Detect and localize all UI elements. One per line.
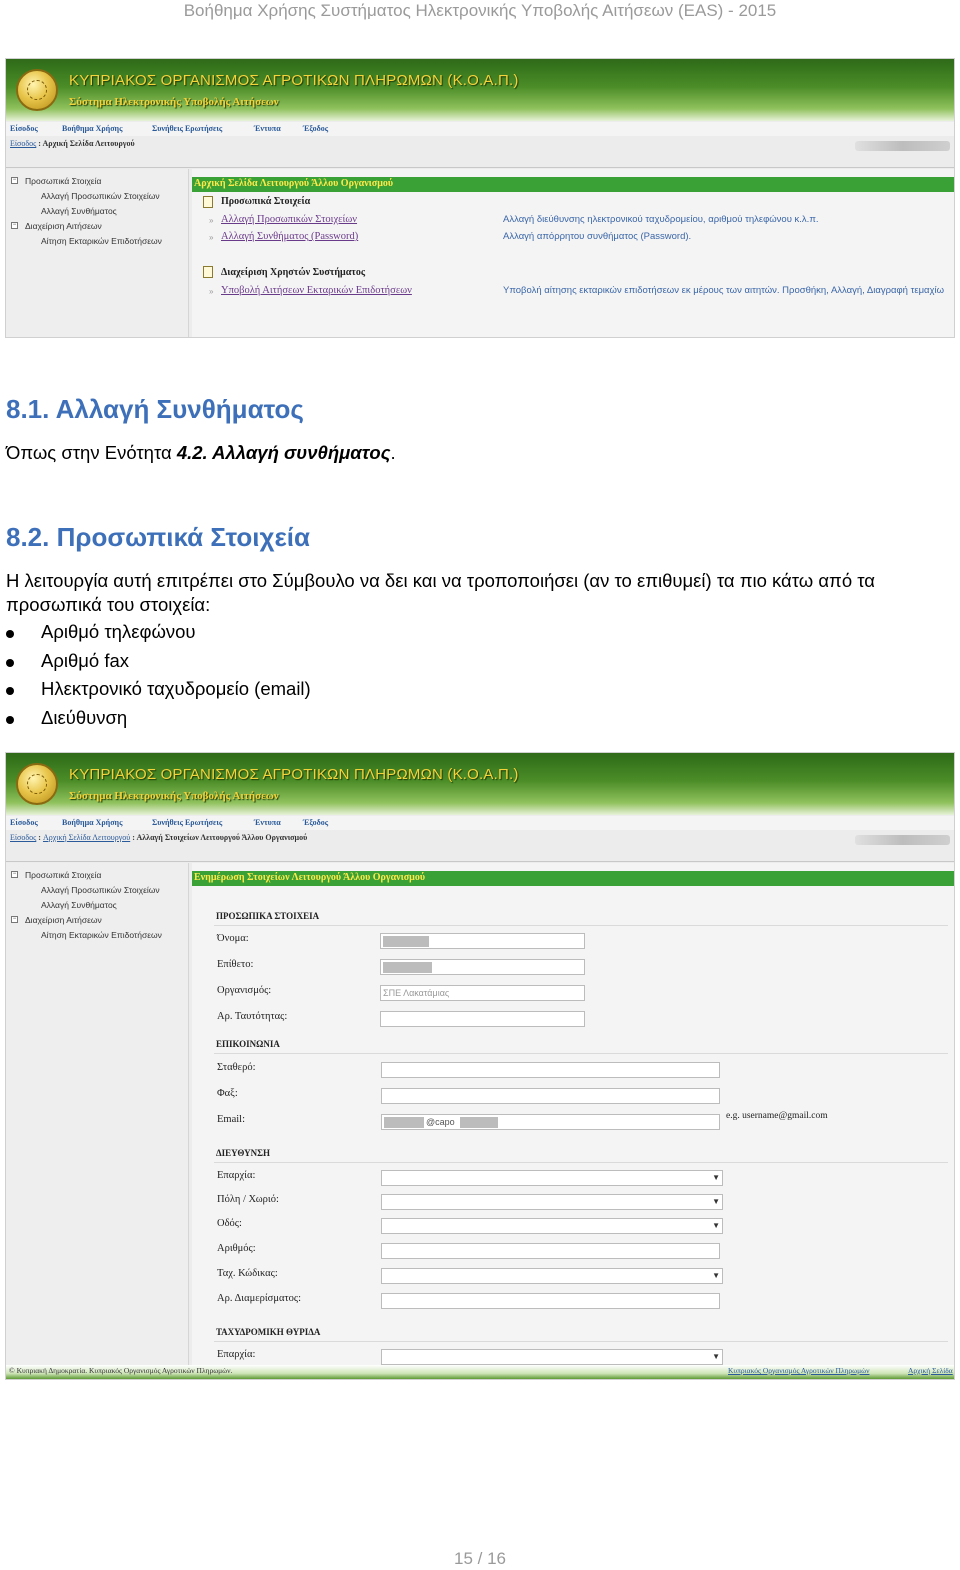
portal-org-name: ΚΥΠΡΙΑΚΟΣ ΟΡΓΑΝΙΣΜΟΣ ΑΓΡΟΤΙΚΩΝ ΠΛΗΡΩΜΩΝ (Κ.Ο.Α.Π.) — [69, 72, 519, 89]
koap-logo-icon — [16, 763, 58, 805]
list-item: Ηλεκτρονικό ταχυδρομείο (email) — [6, 678, 906, 707]
list-item: Αριθμό fax — [6, 650, 906, 679]
postcode-select[interactable] — [381, 1268, 723, 1284]
page-number: 15 / 16 — [454, 1549, 506, 1568]
screenshot-home-page — [5, 58, 955, 338]
section-contact: ΕΠΙΚΟΙΝΩΝΙΑ — [216, 1039, 280, 1049]
menu-logout[interactable]: Έξοδος — [303, 124, 329, 133]
list-item: Αριθμό τηλεφώνου — [6, 621, 906, 650]
menu-faq[interactable]: Συνήθεις Ερωτήσεις — [152, 818, 223, 827]
redacted-value — [383, 936, 429, 947]
email-hint: e.g. username@gmail.com — [726, 1111, 828, 1121]
organisation-field[interactable]: ΣΠΕ Λακατάμιας — [380, 985, 585, 1001]
section-user-management: Διαχείριση Χρηστών Συστήματος — [221, 267, 366, 278]
phone-field[interactable] — [381, 1062, 720, 1078]
menu-logout[interactable]: Έξοδος — [303, 818, 329, 827]
section-personal-details: Προσωπικά Στοιχεία — [221, 196, 311, 207]
divider — [214, 1341, 948, 1342]
footer-copyright: © Κυπριακή Δημοκρατία. Κυπριακός Οργανισμός Αγροτικών Πληρωμών. — [9, 1366, 233, 1375]
screenshot-personal-details-form — [5, 752, 955, 1380]
bullet-icon — [6, 630, 14, 638]
sidebar-item-change-password[interactable]: Αλλαγή Συνθήματος — [41, 206, 117, 216]
sidebar-item-subsidy-application[interactable]: Αίτηση Εκταρικών Επιδοτήσεων — [41, 930, 162, 940]
label-id-number: Αρ. Ταυτότητας: — [217, 1011, 288, 1022]
number-field[interactable] — [381, 1243, 720, 1259]
breadcrumb: Είσοδος : Αρχική Σελίδα Λειτουργού — [10, 139, 135, 148]
arrow-icon: » — [209, 233, 214, 242]
chevron-down-icon: ▼ — [712, 1352, 720, 1361]
label-postcode: Ταχ. Κώδικας: — [217, 1268, 278, 1279]
portal-menu — [6, 122, 954, 136]
sidebar — [6, 863, 189, 1379]
divider — [214, 1053, 948, 1054]
heading-8-1: 8.1. Αλλαγή Συνθήματος — [6, 394, 304, 424]
breadcrumb-login[interactable]: Είσοδος — [10, 139, 37, 148]
label-phone: Σταθερό: — [217, 1062, 256, 1073]
footer-link-home[interactable]: Αρχική Σελίδα — [908, 1366, 953, 1375]
link-change-details[interactable]: Αλλαγή Προσωπικών Στοιχείων — [221, 214, 358, 225]
breadcrumb-current: Αρχική Σελίδα Λειτουργού — [42, 139, 135, 148]
id-number-field[interactable] — [380, 1011, 585, 1027]
portal-menu — [6, 816, 954, 830]
bullet-icon — [6, 687, 14, 695]
street-select[interactable] — [381, 1218, 723, 1234]
desc-subsidy-applications: Υποβολή αίτησης εκταρικών επιδοτήσεων εκ μέρους των αιτητών. Προσθήκη, Αλλαγή, Διαγραφή τεμαχίω — [503, 285, 945, 296]
city-select[interactable] — [381, 1194, 723, 1210]
district-select[interactable] — [381, 1170, 723, 1186]
desc-change-password: Αλλαγή απόρρητου συνθήματος (Password). — [503, 231, 692, 242]
surname-field[interactable] — [380, 959, 585, 975]
bullet-list — [6, 621, 906, 735]
list-item: Διεύθυνση — [6, 707, 906, 736]
chevron-down-icon: ▼ — [712, 1221, 720, 1230]
fax-field[interactable] — [381, 1088, 720, 1104]
menu-login[interactable]: Είσοδος — [10, 124, 38, 133]
label-number: Αριθμός: — [217, 1243, 256, 1254]
label-street: Οδός: — [217, 1218, 242, 1229]
sidebar-group-personal[interactable]: Προσωπικά Στοιχεία — [25, 176, 102, 186]
heading-8-2: 8.2. Προσωπικά Στοιχεία — [6, 522, 310, 552]
sidebar-item-subsidy-application[interactable]: Αίτηση Εκταρικών Επιδοτήσεων — [41, 236, 162, 246]
desc-change-details: Αλλαγή διεύθυνσης ηλεκτρονικού ταχυδρομείου, αριθμού τηλεφώνου κ.λ.π. — [503, 214, 819, 225]
sidebar-item-change-details[interactable]: Αλλαγή Προσωπικών Στοιχείων — [41, 885, 160, 895]
sidebar-group-applications[interactable]: Διαχείριση Αιτήσεων — [25, 915, 102, 925]
portal-org-name: ΚΥΠΡΙΑΚΟΣ ΟΡΓΑΝΙΣΜΟΣ ΑΓΡΟΤΙΚΩΝ ΠΛΗΡΩΜΩΝ (Κ.Ο.Α.Π.) — [69, 766, 519, 783]
portal-system-name: Σύστημα Ηλεκτρονικής Υποβολής Αιτήσεων — [69, 96, 279, 108]
label-email: Email: — [217, 1114, 245, 1125]
sidebar-group-applications[interactable]: Διαχείριση Αιτήσεων — [25, 221, 102, 231]
paragraph-8-1: Όπως στην Ενότητα 4.2. Αλλαγή συνθήματος. — [6, 442, 396, 463]
bullet-icon — [6, 716, 14, 724]
breadcrumb-login[interactable]: Είσοδος — [10, 833, 37, 842]
menu-login[interactable]: Είσοδος — [10, 818, 38, 827]
label-fax: Φαξ: — [217, 1088, 238, 1099]
breadcrumb-current: Αλλαγή Στοιχείων Λειτουργού Άλλου Οργανισμού — [136, 833, 308, 842]
link-change-password[interactable]: Αλλαγή Συνθήματος (Password) — [221, 231, 359, 242]
section-reference: 4.2. Αλλαγή συνθήματος — [176, 442, 391, 463]
breadcrumb-home[interactable]: Αρχική Σελίδα Λειτουργού — [42, 833, 131, 842]
label-pobox-district: Επαρχία: — [217, 1349, 256, 1360]
pobox-district-select[interactable] — [381, 1349, 723, 1365]
main-content — [192, 863, 954, 1379]
collapse-icon[interactable]: − — [12, 871, 17, 877]
sidebar-group-personal[interactable]: Προσωπικά Στοιχεία — [25, 870, 102, 880]
label-apartment: Αρ. Διαμερίσματος: — [217, 1293, 302, 1304]
redacted-user-name — [855, 141, 950, 151]
section-po-box: ΤΑΧΥΔΡΟΜΙΚΗ ΘΥΡΙΔΑ — [216, 1327, 321, 1337]
menu-forms[interactable]: Έντυπα — [254, 124, 281, 133]
redacted-value — [384, 1117, 424, 1128]
chevron-down-icon: ▼ — [712, 1173, 720, 1182]
collapse-icon[interactable]: − — [12, 916, 17, 922]
footer-link-koap[interactable]: Κυπριακός Οργανισμός Αγροτικών Πληρωμών — [728, 1366, 870, 1375]
label-name: Όνομα: — [217, 933, 249, 944]
redacted-user-name — [855, 835, 950, 845]
document-icon — [203, 266, 213, 278]
breadcrumb: Είσοδος : Αρχική Σελίδα Λειτουργού : Αλλαγή Στοιχείων Λειτουργού Άλλου Οργανισμού — [10, 833, 308, 842]
running-header: Βοήθημα Χρήσης Συστήματος Ηλεκτρονικής Υποβολής Αιτήσεων (EAS) - 2015 — [183, 1, 777, 20]
section-personal: ΠΡΟΣΩΠΙΚΑ ΣΤΟΙΧΕΙΑ — [216, 911, 320, 921]
chevron-down-icon: ▼ — [712, 1197, 720, 1206]
divider — [214, 1162, 948, 1163]
arrow-icon: » — [209, 287, 214, 296]
label-surname: Επίθετο: — [217, 959, 254, 970]
page-title-bar: Ενημέρωση Στοιχείων Λειτουργού Άλλου Οργανισμού — [192, 871, 954, 886]
portal-system-name: Σύστημα Ηλεκτρονικής Υποβολής Αιτήσεων — [69, 790, 279, 802]
email-field[interactable]: @capo — [381, 1114, 720, 1130]
portal-banner — [6, 59, 954, 121]
redacted-value — [383, 962, 432, 973]
paragraph-8-2: Η λειτουργία αυτή επιτρέπει στο Σύμβουλο να δει και να τροποποιήσει (αν το επιθυμεί) τα πιο κάτω από τα προσωπικά του στοιχεία: — [6, 570, 875, 615]
portal-banner — [6, 753, 954, 815]
bullet-icon — [6, 659, 14, 667]
collapse-icon[interactable]: − — [12, 177, 17, 183]
menu-help[interactable]: Βοήθημα Χρήσης — [62, 818, 123, 827]
menu-faq[interactable]: Συνήθεις Ερωτήσεις — [152, 124, 223, 133]
name-field[interactable] — [380, 933, 585, 949]
portal-footer — [6, 1365, 954, 1379]
divider — [214, 925, 948, 926]
divider — [6, 861, 954, 862]
chevron-down-icon: ▼ — [712, 1271, 720, 1280]
label-city: Πόλη / Χωριό: — [217, 1194, 279, 1205]
sidebar — [6, 169, 189, 337]
arrow-icon: » — [209, 216, 214, 225]
main-content — [192, 169, 954, 337]
section-address: ΔΙΕΥΘΥΝΣΗ — [216, 1148, 270, 1158]
apartment-field[interactable] — [381, 1293, 720, 1309]
sidebar-item-change-details[interactable]: Αλλαγή Προσωπικών Στοιχείων — [41, 191, 160, 201]
redacted-value — [460, 1117, 498, 1128]
page-title-bar: Αρχική Σελίδα Λειτουργού Άλλου Οργανισμού — [192, 177, 954, 192]
menu-forms[interactable]: Έντυπα — [254, 818, 281, 827]
divider — [6, 167, 954, 168]
label-district: Επαρχία: — [217, 1170, 256, 1181]
sidebar-item-change-password[interactable]: Αλλαγή Συνθήματος — [41, 900, 117, 910]
link-subsidy-applications[interactable]: Υποβολή Αιτήσεων Εκταρικών Επιδοτήσεων — [221, 285, 412, 296]
label-organisation: Οργανισμός: — [217, 985, 272, 996]
collapse-icon[interactable]: − — [12, 222, 17, 228]
menu-help[interactable]: Βοήθημα Χρήσης — [62, 124, 123, 133]
koap-logo-icon — [16, 69, 58, 111]
document-icon — [203, 196, 213, 208]
